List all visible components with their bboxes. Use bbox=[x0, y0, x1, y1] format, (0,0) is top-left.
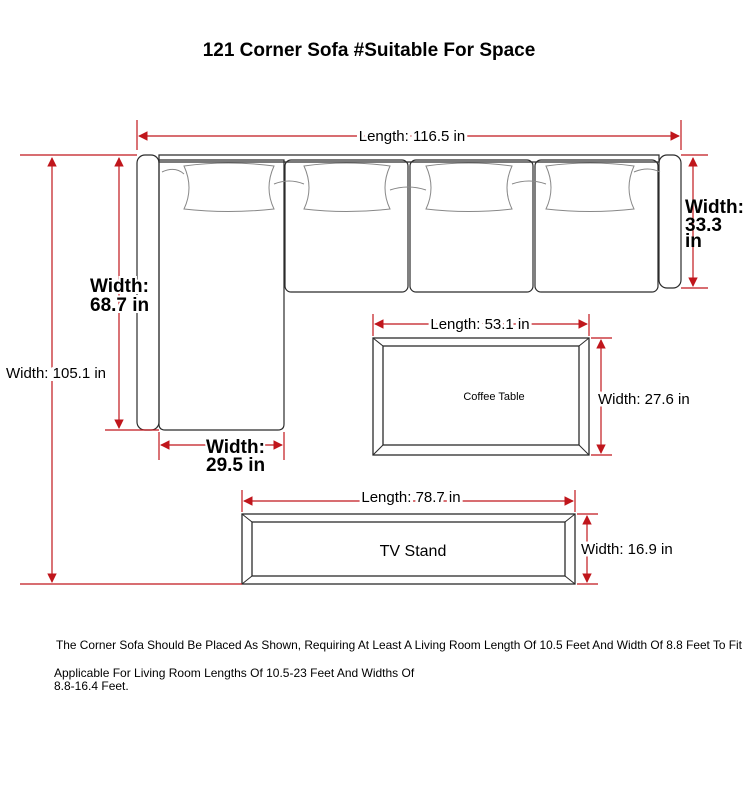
pillow-3 bbox=[426, 163, 512, 212]
tv-stand-label: TV Stand bbox=[379, 543, 447, 560]
sofa-width-unit: in bbox=[685, 231, 702, 252]
pillow-4 bbox=[546, 163, 634, 212]
applicability-note-line2: 8.8-16.4 Feet. bbox=[54, 679, 129, 693]
sofa-width-label: Width: bbox=[685, 197, 744, 218]
chaise-width-value: 68.7 in bbox=[90, 295, 150, 316]
tv-length-label: Length: 78.7 in bbox=[361, 489, 461, 506]
coffee-width-label: Width: 27.6 in bbox=[598, 391, 690, 408]
sofa-pillows bbox=[162, 163, 660, 212]
chaise-width-label: Width: bbox=[90, 276, 149, 297]
placement-note: The Corner Sofa Should Be Placed As Shown, Requiring At Least A Living Room Length Of 10.5 Feet And Width Of 8.8 Feet To Fit bbox=[56, 638, 743, 652]
sofa-width-value: 33.3 bbox=[685, 215, 722, 236]
sofa-length-label: Length: 116.5 in bbox=[358, 128, 466, 145]
chaise-depth-label: Width: bbox=[206, 437, 265, 458]
coffee-table-label: Coffee Table bbox=[463, 391, 525, 403]
pillow-2 bbox=[304, 163, 390, 212]
coffee-length-label: Length: 53.1 in bbox=[430, 316, 530, 333]
sofa-right-arm bbox=[659, 155, 681, 288]
sofa-back-rail bbox=[159, 155, 659, 162]
applicability-note-line1: Applicable For Living Room Lengths Of 10.5-23 Feet And Widths Of bbox=[54, 666, 415, 680]
tv-width-label: Width: 16.9 in bbox=[581, 541, 673, 558]
diagram-title: 121 Corner Sofa #Suitable For Space bbox=[202, 40, 536, 61]
pillow-1 bbox=[184, 163, 274, 212]
total-width-label: Width: 105.1 in bbox=[5, 365, 107, 382]
chaise-depth-value: 29.5 in bbox=[206, 455, 266, 476]
